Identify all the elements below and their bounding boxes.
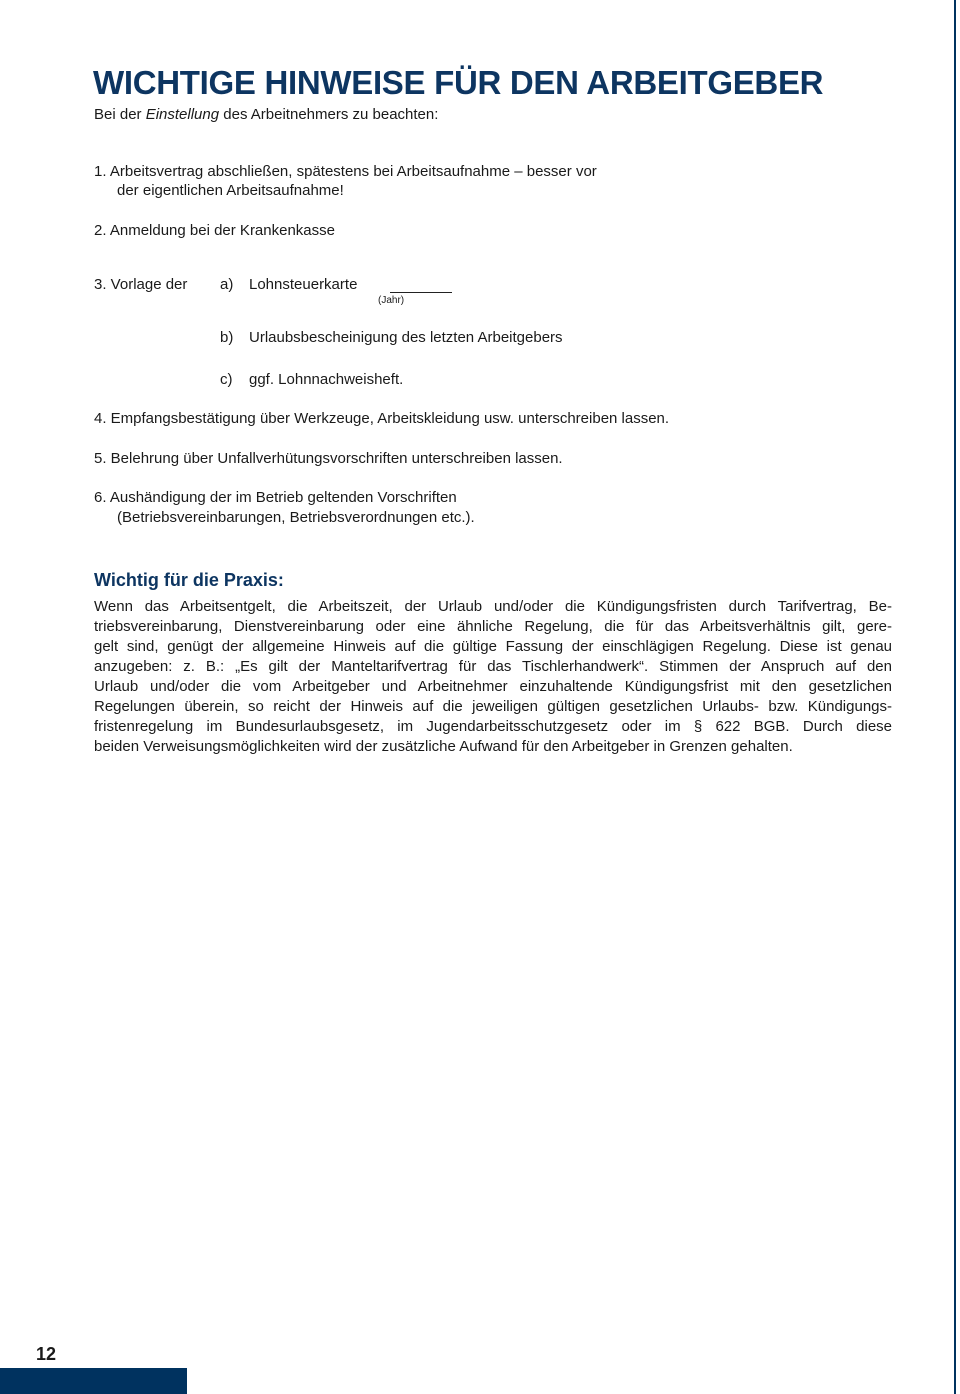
list-item-2: 2. Anmeldung bei der Krankenkasse <box>94 222 335 239</box>
list-item-1-cont: der eigentlichen Arbeitsaufnahme! <box>117 182 344 199</box>
year-blank-line <box>390 292 452 293</box>
paragraph-line: Regelungen überein, so reicht der Hinweis auf die jeweiligen gültigen gesetzlichen Urlaubs- bzw. Kündigungs- <box>94 698 892 715</box>
paragraph-line: Urlaub und/oder die vom Arbeitgeber und Arbeitnehmer einzuhaltende Kündigungsfrist mit den gesetzlichen <box>94 678 892 695</box>
list-item-3a: Lohnsteuerkarte <box>249 276 358 293</box>
paragraph-line: triebsvereinbarung, Dienstvereinbarung oder eine ähnliche Regelung, die für das Arbeitsverhältnis gilt, gere- <box>94 618 892 635</box>
list-item-4: 4. Empfangsbestätigung über Werkzeuge, Arbeitskleidung usw. unterschreiben lassen. <box>94 410 670 427</box>
subtitle-emphasis: Einstellung <box>145 106 220 123</box>
praxis-heading: Wichtig für die Praxis: <box>94 570 284 590</box>
subtitle-post: des Arbeitnehmers zu beachten: <box>219 106 439 123</box>
paragraph-line: anzugeben: z. B.: „Es gilt der Manteltarifvertrag für das Tischlerhandwerk“. Stimmen der Anspruch auf den <box>94 658 892 675</box>
subtitle-pre: Bei der <box>94 106 146 123</box>
list-item-3b-label: b) <box>220 329 234 346</box>
list-item-1: 1. Arbeitsvertrag abschließen, spätestens bei Arbeitsaufnahme – besser vor <box>94 163 597 180</box>
list-item-3a-label: a) <box>220 276 234 293</box>
paragraph-line: beiden Verweisungsmöglichkeiten wird der zusätzliche Aufwand für den Arbeitgeber in Grenzen gehalten. <box>94 738 793 755</box>
footer-bar <box>0 1368 187 1394</box>
list-item-5: 5. Belehrung über Unfallverhütungsvorschriften unterschreiben lassen. <box>94 450 563 467</box>
list-item-6: 6. Aushändigung der im Betrieb geltenden Vorschriften <box>94 489 457 506</box>
list-item-3: 3. Vorlage der <box>94 276 188 293</box>
list-item-6-cont: (Betriebsvereinbarungen, Betriebsverordnungen etc.). <box>117 509 475 526</box>
paragraph-line: Wenn das Arbeitsentgelt, die Arbeitszeit, der Urlaub und/oder die Kündigungsfristen durch Tarifvertrag, Be- <box>94 598 892 615</box>
subtitle <box>94 106 438 123</box>
year-hint: (Jahr) <box>378 295 405 306</box>
praxis-paragraph <box>94 597 892 757</box>
page-title: WICHTIGE HINWEISE FÜR DEN ARBEITGEBER <box>93 64 824 101</box>
page-edge-line <box>954 0 956 1394</box>
list-item-3b: Urlaubsbescheinigung des letzten Arbeitgebers <box>249 329 563 346</box>
page-number: 12 <box>36 1344 57 1364</box>
paragraph-line: fristenregelung im Bundesurlaubsgesetz, im Jugendarbeitsschutzgesetz oder im § 622 BGB. Durch diese <box>94 718 892 735</box>
list-item-3c-label: c) <box>220 371 233 388</box>
list-item-3c: ggf. Lohnnachweisheft. <box>249 371 404 388</box>
paragraph-line: gelt sind, genügt der allgemeine Hinweis auf die gültige Fassung der einschlägigen Regelung. Diese ist genau <box>94 638 892 655</box>
